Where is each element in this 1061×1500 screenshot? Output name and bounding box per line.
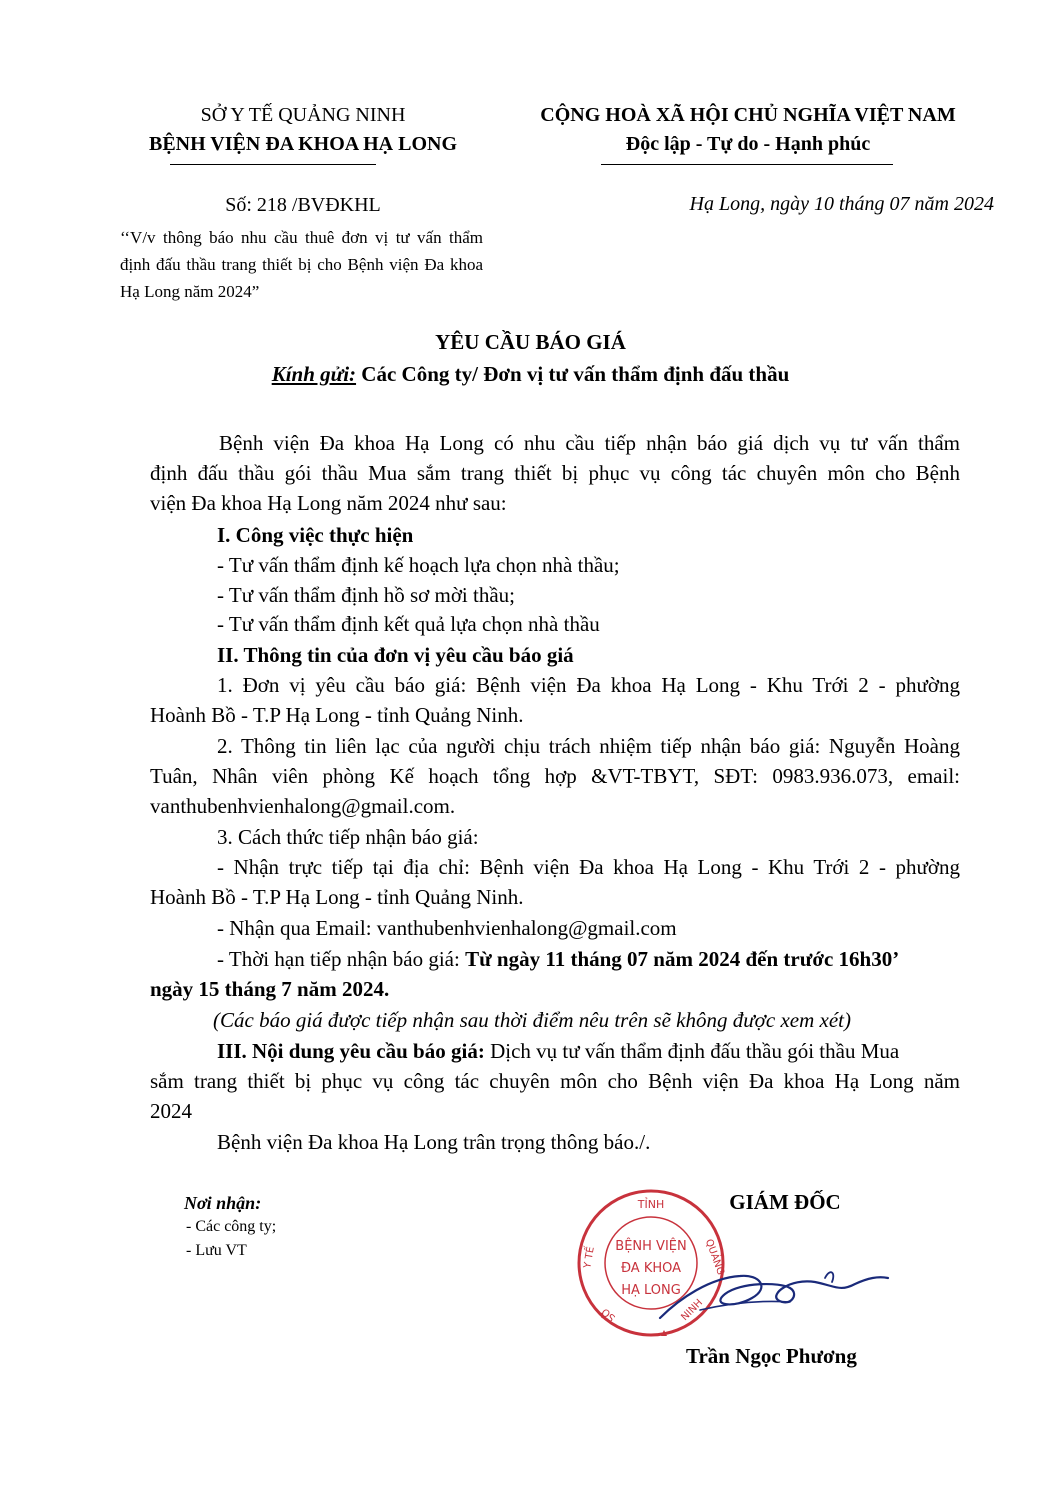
document-number: Số: 218 /BVĐKHL (225, 194, 381, 216)
agency-name: SỞ Y TẾ QUẢNG NINH (200, 104, 406, 126)
stamp-line-3: HẠ LONG (621, 1283, 681, 1298)
section-2-text: vanthubenhvienhalong@gmail.com. (150, 794, 456, 818)
deadline-line (217, 944, 899, 974)
deadline-value-cont: ngày 15 tháng 7 năm 2024. (150, 977, 390, 1001)
motto-underline (601, 164, 893, 165)
section-1-heading: I. Công việc thực hiện (217, 523, 414, 547)
intro-line: viện Đa khoa Hạ Long năm 2024 như sau: (150, 491, 507, 515)
section-3-heading: III. Nội dung yêu cầu báo giá: (217, 1039, 485, 1063)
stamp-right: QUẢNG (702, 1237, 726, 1277)
section-2-text: Tuân, Nhân viên phòng Kế hoạch tổng hợp &VT-TBYT, SĐT: 0983.936.073, email: (150, 764, 960, 788)
section-3-text: 2024 (150, 1099, 192, 1123)
recipient-item: - Lưu VT (186, 1242, 247, 1259)
deadline-value: Từ ngày 11 tháng 07 năm 2024 đến trước 16h30’ (465, 947, 900, 971)
document-title: YÊU CẦU BÁO GIÁ (435, 330, 626, 354)
salutation (0, 362, 1061, 387)
section-2-text: Hoành Bồ - T.P Hạ Long - tỉnh Quảng Ninh. (150, 703, 524, 727)
section-3-text: Dịch vụ tư vấn thẩm định đấu thầu gói thầu Mua (484, 1039, 900, 1063)
section-2-text: 2. Thông tin liên lạc của người chịu trách nhiệm tiếp nhận báo giá: Nguyễn Hoàng (217, 734, 960, 758)
section-2-text: Hoành Bồ - T.P Hạ Long - tỉnh Quảng Ninh. (150, 885, 524, 909)
deadline-prefix: - Thời hạn tiếp nhận báo giá: (217, 947, 466, 971)
salutation-text: Các Công ty/ Đơn vị tư vấn thẩm định đấu thầu (361, 362, 790, 386)
section-2-text: - Nhận qua Email: vanthubenhvienhalong@gmail.com (217, 916, 677, 940)
section-1-item: - Tư vấn thẩm định kết quả lựa chọn nhà thầu (217, 612, 600, 636)
document-subject: ‘‘V/v thông báo nhu cầu thuê đơn vị tư vấn thẩm định đấu thầu trang thiết bị cho Bệnh viện Đa khoa Hạ Long năm 2024” (120, 228, 483, 301)
hospital-name: BỆNH VIỆN ĐA KHOA HẠ LONG (148, 133, 458, 155)
section-2-heading: II. Thông tin của đơn vị yêu cầu báo giá (217, 643, 574, 667)
national-title: CỘNG HOÀ XÃ HỘI CHỦ NGHĨA VIỆT NAM (540, 104, 956, 126)
stamp-left: Y TẾ (582, 1245, 597, 1270)
stamp-bottom-left: SỞ (598, 1304, 618, 1324)
closing-line: Bệnh viện Đa khoa Hạ Long trân trọng thông báo./. (217, 1130, 651, 1154)
section-2-text: 1. Đơn vị yêu cầu báo giá: Bệnh viện Đa khoa Hạ Long - Khu Trới 2 - phường (217, 673, 960, 697)
intro-line: định đấu thầu gói thầu Mua sắm trang thiết bị phục vụ công tác chuyên môn cho Bệnh (150, 461, 960, 485)
document-date: Hạ Long, ngày 10 tháng 07 năm 2024 (689, 193, 994, 215)
national-motto: Độc lập - Tự do - Hạnh phúc (625, 133, 871, 155)
stamp-top: TỈNH (637, 1198, 665, 1211)
salutation-label: Kính gửi: (271, 362, 357, 386)
intro-line: Bệnh viện Đa khoa Hạ Long có nhu cầu tiếp nhận báo giá dịch vụ tư vấn thẩm (219, 431, 960, 455)
stamp-line-1: BỆNH VIỆN (615, 1239, 687, 1254)
signatory-title: GIÁM ĐỐC (729, 1190, 841, 1214)
section-1-item: - Tư vấn thẩm định hồ sơ mời thầu; (217, 583, 516, 607)
recipients-label: Nơi nhận: (184, 1193, 262, 1213)
stamp-bottom-right: NINH (679, 1297, 706, 1324)
section-3-line (217, 1036, 899, 1066)
handwritten-signature (640, 1248, 890, 1338)
section-2-text: - Nhận trực tiếp tại địa chỉ: Bệnh viện Đa khoa Hạ Long - Khu Trới 2 - phường (217, 855, 960, 879)
signatory-name: Trần Ngọc Phương (686, 1344, 857, 1368)
recipients-list (186, 1215, 276, 1263)
svg-text:TỈNH (637, 1197, 664, 1211)
recipient-item: - Các công ty; (186, 1218, 277, 1235)
deadline-note: (Các báo giá được tiếp nhận sau thời điểm nêu trên sẽ không được xem xét) (213, 1008, 851, 1032)
section-3-text: sắm trang thiết bị phục vụ công tác chuyên môn cho Bệnh viện Đa khoa Hạ Long năm (150, 1069, 960, 1093)
stamp-line-2: ĐA KHOA (620, 1261, 682, 1276)
section-2-text: 3. Cách thức tiếp nhận báo giá: (217, 825, 479, 849)
section-1-item: - Tư vấn thẩm định kế hoạch lựa chọn nhà thầu; (217, 553, 620, 577)
hospital-underline (170, 164, 376, 165)
